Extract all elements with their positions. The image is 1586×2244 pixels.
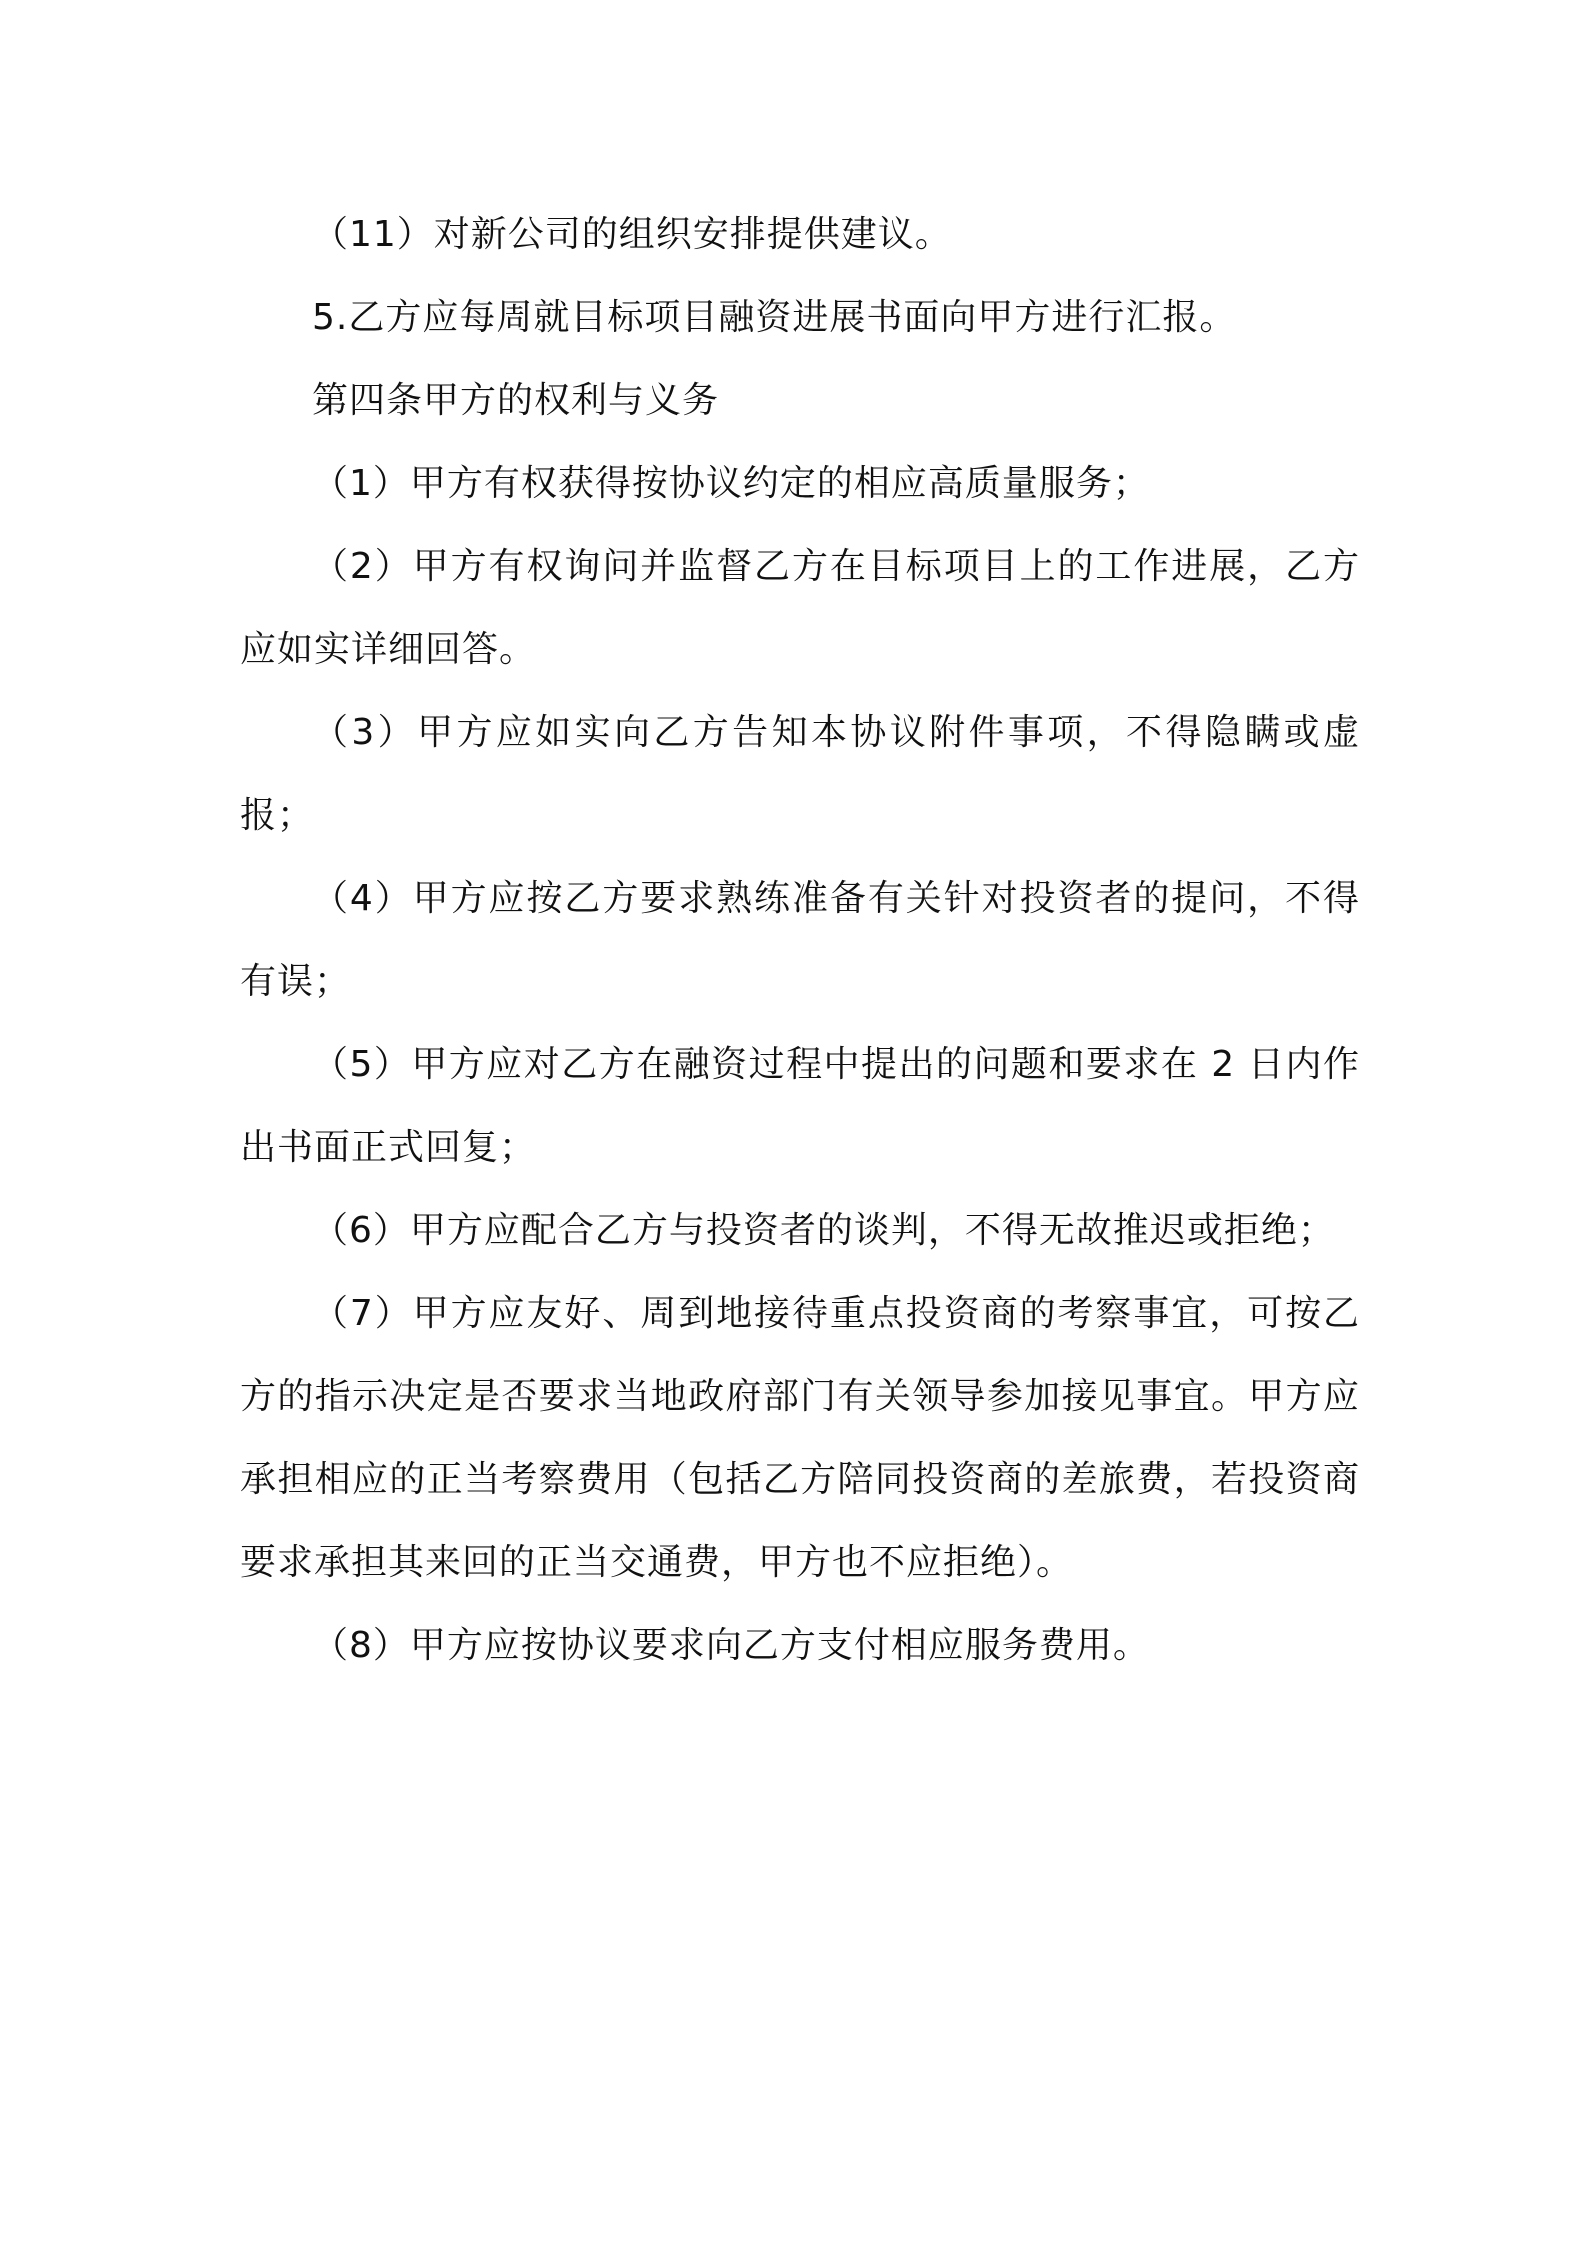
paragraph-item-2: （2）甲方有权询问并监督乙方在目标项目上的工作进展，乙方应如实详细回答。	[240, 546, 1360, 670]
section-heading-article-4: 第四条甲方的权利与义务	[312, 380, 720, 421]
paragraph-item-3: （3）甲方应如实向乙方告知本协议附件事项，不得隐瞒或虚报；	[240, 712, 1360, 836]
paragraph-weekly-report: 5.乙方应每周就目标项目融资进展书面向甲方进行汇报。	[312, 297, 1237, 338]
paragraph-item-7: （7）甲方应友好、周到地接待重点投资商的考察事宜，可按乙方的指示决定是否要求当地政府部门有关领导参加接见事宜。甲方应承担相应的正当考察费用（包括乙方陪同投资商的差旅费，若投资商要求承担其来回的正当交通费，甲方也不应拒绝）。	[240, 1293, 1360, 1583]
paragraph-item-8: （8）甲方应按协议要求向乙方支付相应服务费用。	[312, 1625, 1150, 1666]
paragraph-item-11: （11）对新公司的组织安排提供建议。	[312, 214, 952, 255]
paragraph-item-6: （6）甲方应配合乙方与投资者的谈判，不得无故推迟或拒绝；	[312, 1210, 1335, 1251]
paragraph-item-4: （4）甲方应按乙方要求熟练准备有关针对投资者的提问，不得有误；	[240, 878, 1360, 1002]
document-body	[240, 193, 1360, 1687]
paragraph-item-5: （5）甲方应对乙方在融资过程中提出的问题和要求在 2 日内作出书面正式回复；	[240, 1044, 1360, 1168]
paragraph-item-1: （1）甲方有权获得按协议约定的相应高质量服务；	[312, 463, 1150, 504]
